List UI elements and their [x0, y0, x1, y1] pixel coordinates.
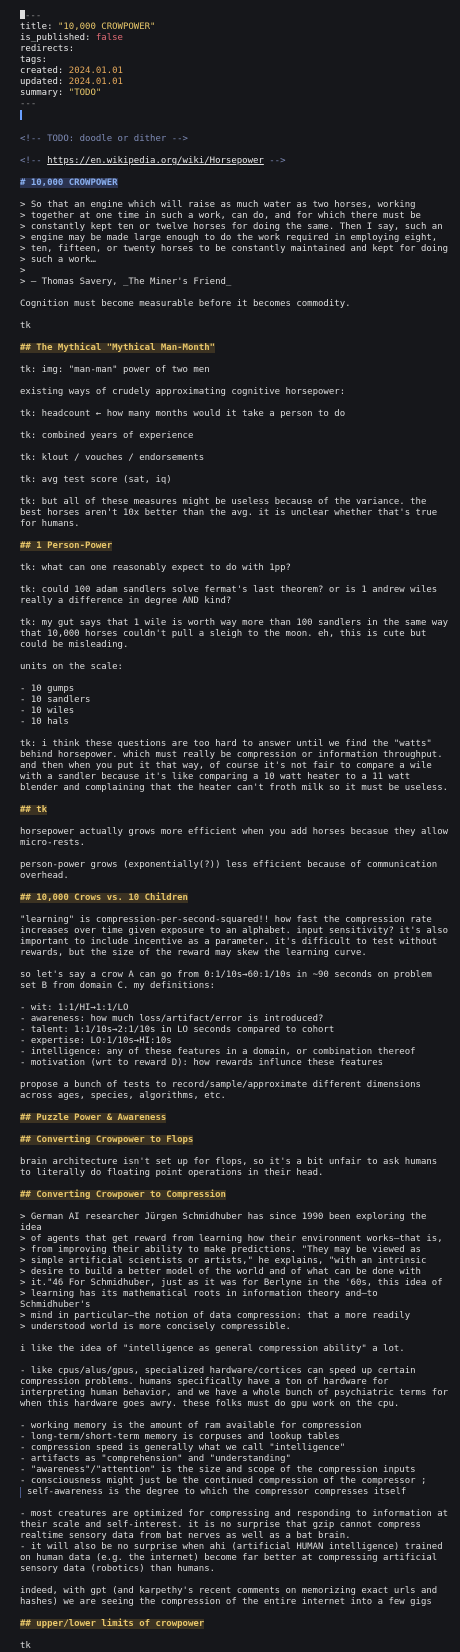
paragraph: person-power grows (exponentially(?)) less efficient because of communication overhead. [20, 860, 443, 881]
frontmatter-close: --- [20, 99, 37, 109]
paragraph: tk [20, 321, 31, 331]
paragraph: so let's say a crow A can go from 0:1/10s→60:1/10s in ~90 seconds on problem set B from domain C. my definitions: [20, 970, 438, 991]
definitions-list [20, 1003, 450, 1069]
paragraph: tk: klout / vouches / endorsements [20, 453, 205, 463]
list-item-continuation: self-awareness is the degree to which the compressor compresses itself [20, 1487, 450, 1498]
frontmatter-tags: tags: [20, 55, 48, 65]
insert-cursor-line [20, 110, 450, 123]
paragraph: "learning" is compression-per-second-squared!! how fast the compression rate increases over time given exposure to an alphabet. input sensitivity? it's also important to include incentive as a parameter. it's difficult to test without rewards, but the size of the reward may skew the learning curve. [20, 915, 454, 958]
frontmatter-redirects: redirects: [20, 44, 75, 54]
paragraph: propose a bunch of tests to record/sample/approximate different dimensions across ages, species, algorithms, etc. [20, 1080, 427, 1101]
frontmatter-updated: updated: 2024.01.01 [20, 77, 123, 87]
insert-cursor [20, 110, 22, 120]
blockquote-schmidhuber: > German AI researcher Jürgen Schmidhuber has since 1990 been exploring the idea > of agents that get reward from learning how their environment works—that is, > from improving their ability to make predictions. "They may be viewed as > simple artificial scientists or artists," he explains, "with an intrinsic > desire to build a better model of the world and of what can be done with > it."46 For Schmidhuber, just as it was for Berlyne in the '60s, this idea of > learning has its mathematical roots in information theory and—to Schmidhuber's > mind in particular—the notion of data compression: that a more readily > understood world is more concisely compressible. [20, 1212, 443, 1332]
paragraph: tk: my gut says that 1 wile is worth way more than 100 sandlers in the same way that 10,000 horses couldn't pull a sleigh to the moon. eh, this is cute but could be misleading. [20, 618, 454, 650]
paragraph: tk: headcount ← how many months would it take a person to do [20, 409, 346, 419]
heading-2: ## The Mythical "Mythical Man-Month" [20, 343, 216, 353]
wikipedia-link[interactable]: https://en.wikipedia.org/wiki/Horsepower [47, 156, 264, 166]
link-comment: <!-- https://en.wikipedia.org/wiki/Horsepower --> [20, 156, 286, 166]
list-item: - intelligence: any of these features in a domain, or combination thereof [20, 1047, 416, 1057]
frontmatter-created: created: 2024.01.01 [20, 66, 123, 76]
list-item: - 10 wiles [20, 706, 75, 716]
heading-2: ## upper/lower limits of crowpower [20, 1619, 205, 1629]
list-item: - talent: 1:1/10s→2:1/10s in LO seconds compared to cohort [20, 1025, 335, 1035]
paragraph: tk: but all of these measures might be useless because of the variance. the best horses aren't 10x better than the avg. it is unclear whether that's true for humans. [20, 497, 443, 529]
paragraph: tk [20, 1641, 31, 1651]
paragraph: i like the idea of "intelligence as general compression ability" a lot. [20, 1344, 405, 1354]
list-item: - long-term/short-term memory is corpuses and lookup tables [20, 1432, 340, 1442]
heading-2: ## tk [20, 805, 48, 815]
list-item: - 10 sandlers [20, 695, 91, 705]
list-item: - working memory is the amount of ram available for compression [20, 1421, 362, 1431]
paragraph: tk: i think these questions are too hard to answer until we find the "watts" behind horsepower. which must really be compression or information throughput. and then when you put it that way, of course it's not fair to compare a wile with a sandler because it's like comparing a 10 watt heater to a 11 watt blender and complaining that the heater can't froth milk so it must be useless. [20, 739, 449, 793]
paragraph: tk: could 100 adam sandlers solve fermat's last theorem? or is 1 andrew wiles really a difference in degree AND kind? [20, 585, 443, 606]
paragraph: existing ways of crudely approximating cognitive horsepower: [20, 387, 346, 397]
frontmatter-open: --- [20, 10, 450, 22]
paragraph: indeed, with gpt (and karpethy's recent comments on memorizing exact urls and hashes) we are seeing the compression of the entire internet into a few gigs [20, 1586, 443, 1607]
list-item: - most creatures are optimized for compressing and responding to information at their scale and self-interest. it is no surprise that gzip cannot compress realtime sensory data from bat nerves as well as a bat brain. [20, 1509, 454, 1541]
list-item: - awareness: how much loss/artifact/error is introduced? [20, 1014, 324, 1024]
list-item: - artifacts as "comprehension" and "understanding" [20, 1454, 291, 1464]
heading-2: ## 1 Person-Power [20, 541, 113, 551]
frontmatter-published: is_published: false [20, 33, 123, 43]
list-item: - like cpus/alus/gpus, specialized hardware/cortices can speed up certain compression problems. humans specifically have a ton of hardware for interpreting human behavior, and we have a whole bunch of psychiatric terms for when this hardware goes awry. these folks must do gpu work on the cpu. [20, 1366, 454, 1409]
list-item: - "awareness"/"attention" is the size and scope of the compression inputs [20, 1465, 416, 1475]
paragraph: units on the scale: [20, 662, 123, 672]
heading-2: ## Converting Crowpower to Compression [20, 1190, 226, 1200]
heading-2: ## Puzzle Power & Awareness [20, 1113, 167, 1123]
units-list [20, 684, 450, 728]
list-item: - 10 gumps [20, 684, 75, 694]
paragraph: Cognition must become measurable before it becomes commodity. [20, 299, 351, 309]
paragraph: tk: combined years of experience [20, 431, 194, 441]
paragraph: brain architecture isn't set up for flops, so it's a bit unfair to ask humans to literally do floating point operations in their head. [20, 1157, 443, 1178]
blockquote-savery: > So that an engine which will raise as much water as two horses, working > together at one time in such a work, can do, and for which there must be > constantly kept ten or twelve horses for doing the same. Then I say, such an > engine may be made large enough to do the work required in employing eight, > ten, fifteen, or twenty horses to be constantly maintained and kept for doing > such a work… > > — Thomas Savery, _The Miner's Friend_ [20, 200, 449, 287]
heading-2: ## Converting Crowpower to Flops [20, 1135, 194, 1145]
list-item: - wit: 1:1/HI→1:1/LO [20, 1003, 129, 1013]
paragraph: tk: what can one reasonably expect to do with 1pp? [20, 563, 291, 573]
list-item: - 10 hals [20, 717, 69, 727]
heading-2: ## 10,000 Crows vs. 10 Children [20, 893, 188, 903]
memory-list [20, 1421, 450, 1498]
list-item: - compression speed is generally what we call "intelligence" [20, 1443, 346, 1453]
paragraph: tk: img: "man-man" power of two men [20, 365, 210, 375]
heading-1: # 10,000 CROWPOWER [20, 178, 118, 188]
list-item: - expertise: LO:1/10s→HI:10s [20, 1036, 172, 1046]
list-item: - it will also be no surprise when ahi (artificial HUMAN intelligence) trained on human data (e.g. the internet) become far better at compressing artificial sensory data (robotics) than humans. [20, 1542, 449, 1574]
list-item: - consciousness might just be the continued compression of the compressor ; [20, 1476, 427, 1486]
list-item: - motivation (wrt to reward D): how rewards influnce these features [20, 1058, 384, 1068]
frontmatter-title: title: "10,000 CROWPOWER" [20, 22, 156, 32]
todo-comment: <!-- TODO: doodle or dither --> [20, 134, 188, 144]
paragraph: horsepower actually grows more efficient when you add horses becasue they allow micro-rests. [20, 827, 454, 848]
paragraph: tk: avg test score (sat, iq) [20, 475, 172, 485]
frontmatter-summary: summary: "TODO" [20, 88, 102, 98]
